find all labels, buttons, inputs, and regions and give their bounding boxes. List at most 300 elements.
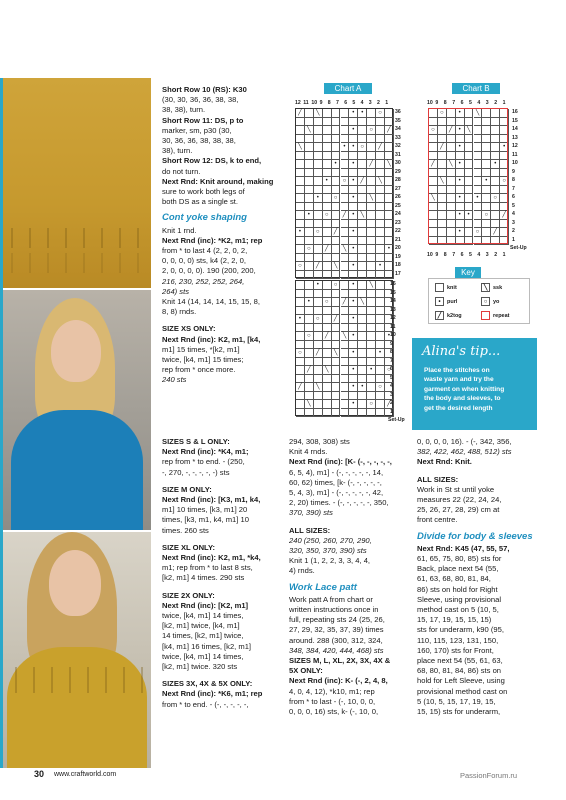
chart-cell: • <box>349 332 358 341</box>
chart-cell <box>332 358 341 367</box>
chart-cell <box>323 118 332 127</box>
chart-cell: ╱ <box>500 211 509 220</box>
text-line: m1; rep from * to last 8 sts, <box>162 563 253 573</box>
chart-cell <box>376 126 385 135</box>
chart-cell <box>296 307 305 316</box>
chart-b-label: Chart B <box>452 83 500 94</box>
chart-cell <box>358 332 367 341</box>
chart-cell: ○ <box>385 366 394 375</box>
chart-cell <box>314 324 323 333</box>
text-line: 61, 65, 75, 80, 85) sts for <box>417 554 502 564</box>
text-line: do not turn. <box>162 166 201 176</box>
chart-cell <box>296 332 305 341</box>
chart-cell: ╲ <box>438 177 447 186</box>
chart-cell: ○ <box>341 177 350 186</box>
chart-b-col-number: 7 <box>452 252 456 258</box>
text-line: 5 (10, 5, 15, 17, 19, 15, <box>417 696 496 706</box>
chart-cell: • <box>349 143 358 152</box>
chart-cell <box>367 392 376 401</box>
yoke-lace <box>7 667 147 693</box>
chart-cell: ○ <box>474 228 483 237</box>
chart-cell <box>376 228 385 237</box>
chart-cell <box>376 315 385 324</box>
spacer <box>162 672 282 679</box>
chart-cell <box>314 160 323 169</box>
chart-a-col-number: 10 <box>311 100 318 106</box>
chart-cell <box>314 220 323 229</box>
chart-cell <box>358 118 367 127</box>
chart-cell: ○ <box>332 281 341 290</box>
chart-cell <box>296 203 305 212</box>
chart-cell: ○ <box>332 194 341 203</box>
chart-cell <box>341 126 350 135</box>
chart-b-col-number: 3 <box>485 100 489 106</box>
chart-b-col-number: 5 <box>469 252 472 258</box>
chart-cell <box>305 109 314 118</box>
chart-cell <box>349 220 358 229</box>
chart-cell <box>332 126 341 135</box>
chart-cell <box>376 341 385 350</box>
text-line: Next Rnd (inc): *K6, m1; rep <box>162 689 263 699</box>
chart-cell: ╱ <box>332 228 341 237</box>
chart-cell <box>349 254 358 263</box>
chart-cell <box>367 228 376 237</box>
chart-b-col-number: 5 <box>469 100 472 106</box>
chart-cell <box>323 271 332 280</box>
chart-cell <box>358 203 367 212</box>
chart-cell: • <box>456 126 465 135</box>
text-line: sure to work both legs of <box>162 187 245 197</box>
chart-cell <box>349 341 358 350</box>
text-line: full, repeating sts 24 (25, 26, <box>289 615 385 625</box>
text-line: 86) sts on hold for Right <box>417 584 498 594</box>
chart-a-row-number: 23 <box>395 219 401 226</box>
chart-cell: • <box>349 349 358 358</box>
chart-cell: • <box>305 211 314 220</box>
chart-cell <box>367 290 376 299</box>
chart-cell: ╲ <box>385 160 394 169</box>
chart-cell <box>323 186 332 195</box>
chart-cell <box>349 271 358 280</box>
text-line: Knit 14 (14, 14, 14, 15, 15, 8, <box>162 297 260 307</box>
chart-cell: • <box>500 143 509 152</box>
chart-a-row-number: 36 <box>395 109 401 115</box>
chart-cell <box>367 315 376 324</box>
chart-cell: ╲ <box>341 245 350 254</box>
chart-cell <box>305 169 314 178</box>
text-line: Next Rnd (inc): [K- (-, -, -, -, -, <box>289 457 392 467</box>
chart-cell <box>332 324 341 333</box>
chart-a-row-number: 1 <box>390 408 393 415</box>
chart-b-col-number: 8 <box>443 100 447 106</box>
chart-cell: ╲ <box>367 194 376 203</box>
chart-cell: ╲ <box>305 126 314 135</box>
chart-cell <box>323 392 332 401</box>
chart-cell <box>305 290 314 299</box>
spacer <box>417 468 542 475</box>
chart-cell <box>332 392 341 401</box>
chart-cell <box>314 152 323 161</box>
chart-cell <box>349 186 358 195</box>
chart-cell <box>376 375 385 384</box>
chart-cell <box>323 324 332 333</box>
chart-cell: ╲ <box>341 332 350 341</box>
chart-a-row-number: 7 <box>390 357 393 364</box>
text-line: written instructions once in <box>289 605 379 615</box>
chart-cell <box>296 254 305 263</box>
chart-cell: • <box>491 160 500 169</box>
chart-cell <box>349 169 358 178</box>
chart-cell <box>296 135 305 144</box>
chart-cell <box>314 358 323 367</box>
chart-cell <box>376 392 385 401</box>
chart-cell <box>332 245 341 254</box>
chart-cell <box>385 228 394 237</box>
key-purl: • purl <box>435 297 457 306</box>
watermark: PassionForum.ru <box>460 771 518 780</box>
chart-cell <box>376 169 385 178</box>
text-line: SIZE M ONLY: <box>162 484 212 494</box>
chart-cell <box>296 237 305 246</box>
chart-cell: • <box>349 109 358 118</box>
chart-cell <box>376 245 385 254</box>
chart-cell <box>305 315 314 324</box>
repeat-box <box>428 108 508 244</box>
chart-cell <box>367 237 376 246</box>
text-line: place next 54 (55, 61, 63, <box>417 656 503 666</box>
chart-cell <box>376 160 385 169</box>
purl-symbol: • <box>435 297 444 306</box>
chart-cell <box>332 375 341 384</box>
chart-cell <box>323 307 332 316</box>
chart-cell <box>305 118 314 127</box>
chart-cell: ╱ <box>438 143 447 152</box>
tip-line: garment on when knitting <box>424 385 505 393</box>
chart-cell <box>296 169 305 178</box>
chart-cell <box>341 228 350 237</box>
chart-cell: • <box>456 109 465 118</box>
chart-a-row-number: 29 <box>395 168 401 175</box>
chart-a-row-number: 12 <box>390 315 396 321</box>
text-line: Back, place next 54 (55, <box>417 564 499 574</box>
chart-cell <box>332 135 341 144</box>
chart-b-row-number: 2 <box>512 228 515 234</box>
chart-cell: • <box>385 332 394 341</box>
key-ssk: ╲ ssk <box>481 283 502 292</box>
chart-cell <box>385 109 394 118</box>
chart-cell: • <box>349 383 358 392</box>
chart-a-label: Chart A <box>324 83 372 94</box>
chart-cell <box>296 152 305 161</box>
chart-cell <box>332 290 341 299</box>
chart-cell <box>323 228 332 237</box>
key-k2tog: ╱ k2tog <box>435 311 462 320</box>
chart-cell: ○ <box>323 298 332 307</box>
chart-b-row-number: 5 <box>512 202 515 209</box>
chart-cell <box>341 169 350 178</box>
chart-cell <box>358 262 367 271</box>
chart-cell <box>314 341 323 350</box>
chart-cell <box>314 290 323 299</box>
chart-cell: ╱ <box>385 126 394 135</box>
chart-cell <box>341 118 350 127</box>
chart-cell: ╱ <box>332 315 341 324</box>
text-line: Next Rnd (inc): K- (-, 2, 4, 8, <box>289 676 388 686</box>
text-line: SIZE XL ONLY: <box>162 542 216 552</box>
chart-cell <box>323 126 332 135</box>
chart-b-row-number: 9 <box>512 168 515 175</box>
chart-cell: • <box>349 160 358 169</box>
chart-cell <box>323 358 332 367</box>
chart-cell <box>332 109 341 118</box>
chart-cell: ╱ <box>296 109 305 118</box>
chart-cell <box>332 383 341 392</box>
text-line: sts for underarm, k90 (95, <box>417 625 504 635</box>
text-line: (30, 30, 36, 36, 38, 38, <box>162 95 239 105</box>
chart-b-col-number: 6 <box>460 252 464 258</box>
chart-cell <box>305 409 314 418</box>
chart-cell <box>358 341 367 350</box>
chart-cell <box>367 186 376 195</box>
chart-cell <box>385 186 394 195</box>
chart-cell: • <box>349 262 358 271</box>
text-line: 60, 62) times, [k- (-, -, -, -, -, <box>289 477 382 487</box>
chart-cell <box>296 118 305 127</box>
chart-cell: ╱ <box>358 177 367 186</box>
chart-cell <box>367 298 376 307</box>
chart-cell <box>323 135 332 144</box>
chart-cell <box>376 409 385 418</box>
chart-b-row-number: 1 <box>512 236 515 243</box>
chart-cell: • <box>323 177 332 186</box>
text-line: 15, 17, 19, 15, 15, 15) <box>417 615 492 625</box>
chart-cell <box>358 281 367 290</box>
chart-cell <box>358 152 367 161</box>
text-line: 8, 8) rnds. <box>162 307 197 317</box>
chart-cell: ○ <box>296 349 305 358</box>
text-line: SIZES M, L, XL, 2X, 3X, 4X & <box>289 656 391 666</box>
chart-a-row-number: 10 <box>390 332 396 338</box>
text-column-4 <box>417 437 542 717</box>
k2tog-symbol: ╱ <box>435 311 444 320</box>
chart-cell <box>323 152 332 161</box>
chart-cell <box>341 271 350 280</box>
chart-cell <box>349 290 358 299</box>
chart-a-col-number: 1 <box>385 100 389 106</box>
chart-cell: ╲ <box>314 383 323 392</box>
chart-cell: ○ <box>296 262 305 271</box>
chart-cell <box>385 118 394 127</box>
chart-a-row-number: 20 <box>395 245 401 251</box>
chart-cell: ○ <box>491 194 500 203</box>
chart-cell <box>349 409 358 418</box>
text-line: 216, 230, 252, 252, 264, <box>162 276 245 286</box>
chart-a-row-number: 6 <box>390 366 393 372</box>
chart-cell <box>367 109 376 118</box>
repeat-symbol <box>481 311 490 320</box>
chart-cell: ○ <box>314 315 323 324</box>
chart-cell <box>385 194 394 203</box>
chart-cell: ╱ <box>491 228 500 237</box>
yellow-sweater <box>7 647 147 768</box>
chart-a-row-number: 17 <box>395 270 401 277</box>
chart-cell <box>305 194 314 203</box>
text-line: 25, 26, 27, 28, 29) cm at <box>417 505 500 515</box>
photo-model-yellow-top <box>3 532 151 768</box>
chart-cell <box>323 254 332 263</box>
chart-cell: • <box>367 366 376 375</box>
chart-cell <box>314 135 323 144</box>
chart-cell: ╲ <box>465 126 474 135</box>
chart-cell <box>367 203 376 212</box>
text-line: rep from * to end. - (250, <box>162 457 245 467</box>
chart-cell <box>349 375 358 384</box>
chart-a-row-number: 31 <box>395 151 401 158</box>
chart-b-row-number: 11 <box>512 151 518 158</box>
chart-cell: • <box>349 211 358 220</box>
chart-cell: • <box>349 366 358 375</box>
chart-cell <box>358 160 367 169</box>
chart-cell <box>332 237 341 246</box>
key-label: Key <box>455 267 481 278</box>
chart-a-col-number: 8 <box>327 100 331 106</box>
chart-cell <box>305 160 314 169</box>
chart-cell <box>349 392 358 401</box>
chart-cell <box>305 228 314 237</box>
chart-cell <box>358 126 367 135</box>
chart-cell: ╱ <box>447 126 456 135</box>
chart-cell <box>367 324 376 333</box>
chart-cell: • <box>482 177 491 186</box>
text-line: 320, 350, 370, 390) sts <box>289 546 367 556</box>
text-line: Next Rnd (inc): K2, m1, [k4, <box>162 334 261 344</box>
chart-cell <box>385 152 394 161</box>
blue-sweater <box>11 410 143 530</box>
chart-cell <box>305 383 314 392</box>
chart-cell <box>323 375 332 384</box>
tip-title: Alina's tip... <box>422 344 501 359</box>
chart-cell <box>358 366 367 375</box>
chart-a-col-number: 2 <box>377 100 380 106</box>
chart-b-row-number: 15 <box>512 117 518 124</box>
chart-cell: ╲ <box>296 143 305 152</box>
chart-cell <box>376 290 385 299</box>
chart-cell <box>341 186 350 195</box>
chart-a-row-number: 19 <box>395 253 401 260</box>
chart-cell <box>341 341 350 350</box>
chart-cell: ○ <box>305 332 314 341</box>
chart-cell <box>385 203 394 212</box>
chart-b-col-number: 2 <box>494 252 498 258</box>
ssk-symbol: ╲ <box>481 283 490 292</box>
chart-b-row-number: 6 <box>512 194 515 200</box>
chart-cell: ╱ <box>323 245 332 254</box>
chart-cell <box>332 203 341 212</box>
chart-cell <box>305 375 314 384</box>
text-line: twice, [k4, m1] 15 times; <box>162 355 244 365</box>
chart-cell <box>305 262 314 271</box>
text-line: Knit 1 (1, 2, 2, 3, 3, 4, 4, <box>289 556 371 566</box>
chart-cell: • <box>456 177 465 186</box>
text-line: 61, 63, 68, 80, 81, 84, <box>417 574 491 584</box>
chart-cell <box>305 237 314 246</box>
chart-cell <box>305 341 314 350</box>
chart-cell <box>323 194 332 203</box>
text-line: 2, 20) times. - (-, -, -, -, -, 350, <box>289 498 389 508</box>
chart-cell <box>367 211 376 220</box>
chart-cell <box>367 254 376 263</box>
chart-cell: • <box>385 245 394 254</box>
chart-cell: ╱ <box>341 298 350 307</box>
chart-cell <box>376 400 385 409</box>
chart-cell: • <box>349 194 358 203</box>
chart-cell <box>323 281 332 290</box>
chart-cell <box>341 203 350 212</box>
key-knit: knit <box>435 283 457 292</box>
chart-cell <box>332 332 341 341</box>
chart-cell <box>323 220 332 229</box>
chart-cell <box>323 109 332 118</box>
text-line: twice, [k4, m1] 14 times, <box>162 611 244 621</box>
chart-a-row-number: 26 <box>395 194 401 200</box>
text-line: 68, 80, 81, 84, 86) sts on <box>417 666 502 676</box>
chart-a-col-number: 9 <box>319 100 323 106</box>
chart-cell: • <box>456 228 465 237</box>
chart-a-row-number: 27 <box>395 185 401 192</box>
chart-cell <box>323 143 332 152</box>
chart-a-row-number: 9 <box>390 340 393 347</box>
chart-cell <box>314 332 323 341</box>
chart-cell <box>358 169 367 178</box>
chart-cell: • <box>376 349 385 358</box>
text-line: 0, 0, 0, 16) sts, k- (-, 10, 0, <box>289 707 379 717</box>
chart-cell: ○ <box>429 126 438 135</box>
tip-box <box>412 338 537 430</box>
chart-cell <box>376 135 385 144</box>
chart-cell <box>314 143 323 152</box>
chart-a-row-number: 14 <box>390 298 396 304</box>
text-line: SIZE 2X ONLY: <box>162 590 215 600</box>
chart-cell <box>332 400 341 409</box>
text-line: 30, 36, 36, 38, 38, 38, <box>162 136 236 146</box>
chart-b-col-number: 8 <box>443 252 447 258</box>
chart-cell <box>296 245 305 254</box>
chart-cell: ╲ <box>314 109 323 118</box>
chart-cell: ╱ <box>341 211 350 220</box>
chart-cell <box>367 220 376 229</box>
chart-cell <box>358 392 367 401</box>
chart-b-row-number: 4 <box>512 211 515 217</box>
chart-cell <box>358 349 367 358</box>
text-line: Next Rnd (inc): [K3, m1, k4, <box>162 495 261 505</box>
chart-cell <box>305 324 314 333</box>
section-heading: Divide for body & sleeves <box>417 530 533 542</box>
chart-a-row-number: 24 <box>395 211 401 217</box>
chart-a-row-number: 16 <box>390 281 396 287</box>
chart-cell: ╲ <box>447 160 456 169</box>
chart-cell <box>305 220 314 229</box>
chart-cell <box>367 341 376 350</box>
chart-cell <box>385 254 394 263</box>
text-line: Next Rnd: Knit. <box>417 457 472 467</box>
chart-a-row-number: 35 <box>395 117 401 124</box>
chart-a-row-number: 25 <box>395 202 401 209</box>
chart-cell <box>358 324 367 333</box>
chart-cell: • <box>358 383 367 392</box>
chart-cell <box>332 409 341 418</box>
lace-pattern-band-2 <box>3 253 151 273</box>
footer-site: www.craftworld.com <box>54 771 117 778</box>
